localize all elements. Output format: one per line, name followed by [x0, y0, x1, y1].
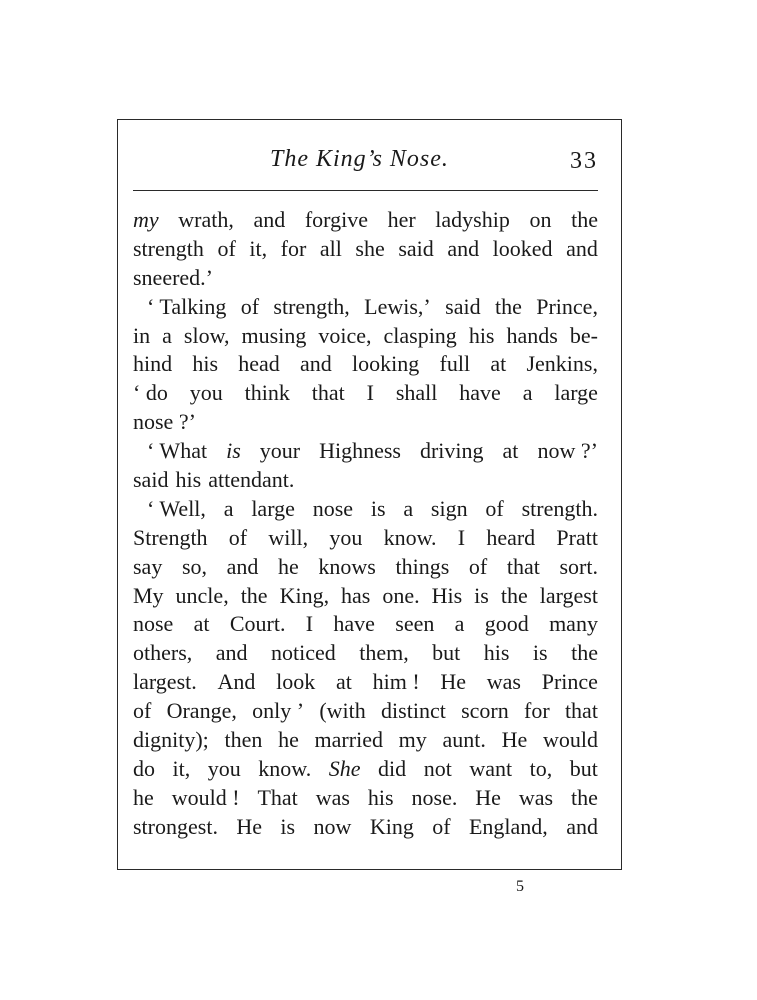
- word: looked: [492, 235, 553, 261]
- word: nose ?’: [133, 409, 196, 435]
- word: did: [378, 755, 407, 781]
- text-line: [133, 639, 598, 668]
- word: England,: [468, 813, 548, 839]
- word: she: [355, 235, 385, 261]
- word: heard: [486, 524, 536, 550]
- word: have: [459, 380, 501, 406]
- word: I: [366, 380, 374, 406]
- word: many: [549, 611, 598, 637]
- word: my: [398, 727, 427, 753]
- text-line: [133, 553, 598, 582]
- word: of: [228, 524, 248, 550]
- word: and: [226, 553, 259, 579]
- word: sort.: [559, 553, 598, 579]
- word: only ’: [252, 698, 305, 724]
- word: was: [315, 784, 350, 810]
- word: of: [133, 698, 152, 724]
- text-line: [133, 813, 598, 842]
- word: look: [276, 669, 316, 695]
- word: think: [244, 380, 290, 406]
- word: and: [566, 813, 598, 839]
- text-line: [133, 350, 598, 379]
- word: He: [501, 727, 528, 753]
- word: one.: [382, 582, 420, 608]
- word: his: [175, 467, 202, 493]
- text-line: [133, 755, 598, 784]
- word: the: [500, 582, 528, 608]
- text-line: [133, 264, 598, 293]
- word: of: [432, 813, 451, 839]
- word: the: [240, 582, 268, 608]
- word: and: [447, 235, 480, 261]
- word: his: [468, 322, 495, 348]
- word: Pratt: [556, 524, 598, 550]
- word: forgive: [304, 207, 368, 232]
- word: want: [469, 755, 513, 781]
- word: ‘ Talking: [147, 293, 227, 319]
- word: Jenkins,: [526, 351, 598, 377]
- text-line: [133, 408, 598, 437]
- word: largest: [539, 582, 598, 608]
- word: ‘ do: [133, 380, 168, 406]
- word: now: [313, 813, 352, 839]
- text-line: [133, 582, 598, 611]
- word: I: [305, 611, 314, 637]
- word: King: [369, 813, 414, 839]
- word: uncle,: [175, 582, 229, 608]
- word: you: [329, 524, 363, 550]
- word: to,: [529, 755, 553, 781]
- text-line: [133, 379, 598, 408]
- text-line: [133, 293, 598, 322]
- word: a: [522, 380, 533, 406]
- word: that: [311, 380, 345, 406]
- word: Prince,: [536, 293, 598, 319]
- word: strength: [133, 235, 204, 261]
- word: good: [484, 611, 529, 637]
- word: He: [236, 813, 263, 839]
- text-line: [133, 524, 598, 553]
- word: said: [445, 293, 481, 319]
- word: and: [566, 235, 598, 261]
- word: ladyship: [435, 207, 510, 232]
- word: He: [475, 784, 501, 810]
- text-line: [133, 668, 598, 697]
- word: of: [485, 495, 504, 521]
- word: His: [431, 582, 463, 608]
- word: would: [542, 727, 598, 753]
- text-line: [133, 322, 598, 351]
- word: him !: [372, 669, 420, 695]
- word: He: [440, 669, 467, 695]
- word: now ?’: [537, 438, 598, 464]
- word: in: [133, 322, 151, 348]
- word: be-: [569, 322, 598, 348]
- word: driving: [419, 438, 484, 464]
- word: slow,: [183, 322, 230, 348]
- text-line: [133, 697, 598, 726]
- word: on: [529, 207, 552, 232]
- word: know.: [383, 524, 437, 550]
- word: would !: [171, 784, 240, 810]
- word: said: [133, 467, 169, 493]
- text-line: [133, 610, 598, 639]
- word: at: [193, 611, 210, 637]
- word: and: [215, 640, 248, 666]
- word: and: [253, 207, 286, 232]
- word: of: [240, 293, 260, 319]
- text-line: [133, 437, 598, 466]
- word: the: [494, 293, 522, 319]
- word: clasping: [383, 322, 457, 348]
- word: dignity);: [133, 727, 209, 753]
- word: is: [532, 640, 548, 666]
- word: it,: [172, 755, 191, 781]
- word: and: [300, 351, 332, 377]
- word: My: [133, 582, 164, 608]
- word: noticed: [270, 640, 336, 666]
- word: he: [278, 553, 299, 579]
- word: but: [432, 640, 461, 666]
- text-line: [133, 726, 598, 755]
- word: of: [217, 235, 236, 261]
- word: attendant.: [208, 467, 295, 493]
- word: Highness: [319, 438, 401, 464]
- word: will,: [268, 524, 309, 550]
- word: for: [280, 235, 307, 261]
- word: hands: [506, 322, 558, 348]
- word: knows: [318, 553, 376, 579]
- word: at: [502, 438, 519, 464]
- word: strongest.: [133, 813, 218, 839]
- header-rule: [133, 190, 598, 191]
- word: his: [367, 784, 394, 810]
- word: Prince: [541, 669, 598, 695]
- word: distinct: [381, 698, 446, 724]
- word: is: [370, 495, 386, 521]
- word: King,: [279, 582, 330, 608]
- word: her: [387, 207, 416, 232]
- word: Court.: [229, 611, 286, 637]
- word: is: [474, 582, 489, 608]
- word: strength.: [521, 495, 598, 521]
- word: you: [207, 755, 241, 781]
- word: voice,: [318, 322, 372, 348]
- word: was: [518, 784, 554, 810]
- running-header: [140, 140, 598, 184]
- word: say: [133, 553, 163, 579]
- word: have: [333, 611, 375, 637]
- word: musing: [241, 322, 307, 348]
- word: Strength: [133, 524, 208, 550]
- italic-word: my: [133, 207, 159, 232]
- word: others,: [133, 640, 193, 666]
- word: know.: [258, 755, 312, 781]
- word: is: [280, 813, 296, 839]
- word: do: [133, 755, 155, 781]
- word: your: [259, 438, 301, 464]
- word: his: [192, 351, 219, 377]
- word: ‘ Well,: [147, 495, 206, 521]
- word: that: [506, 553, 540, 579]
- text-line: [133, 466, 598, 495]
- word: scorn: [461, 698, 509, 724]
- word: And: [217, 669, 256, 695]
- body-text: [133, 206, 598, 842]
- italic-word: She: [328, 755, 361, 781]
- word: I: [457, 524, 466, 550]
- word: a: [162, 322, 172, 348]
- word: the: [571, 207, 598, 232]
- word: at: [335, 669, 352, 695]
- word: that: [564, 698, 598, 724]
- word: has: [341, 582, 371, 608]
- word: wrath,: [178, 207, 234, 232]
- word: (with: [319, 698, 366, 724]
- word: things: [395, 553, 450, 579]
- word: all: [319, 235, 342, 261]
- word: Lewis,’: [364, 293, 431, 319]
- word: large: [554, 380, 598, 406]
- word: said: [398, 235, 434, 261]
- word: you: [189, 380, 223, 406]
- word: aunt.: [442, 727, 486, 753]
- word: hind: [133, 351, 173, 377]
- page-number: 33: [570, 148, 598, 174]
- word: nose.: [411, 784, 458, 810]
- text-line: [133, 495, 598, 524]
- signature-mark: 5: [516, 878, 524, 895]
- word: so,: [181, 553, 208, 579]
- word: nose: [312, 495, 354, 521]
- word: strength,: [273, 293, 350, 319]
- word: it,: [249, 235, 268, 261]
- word: head: [238, 351, 280, 377]
- text-line: [133, 784, 598, 813]
- word: his: [483, 640, 510, 666]
- text-line: [133, 206, 598, 235]
- word: shall: [395, 380, 438, 406]
- word: seen: [395, 611, 435, 637]
- word: looking: [352, 351, 420, 377]
- word: ‘ What: [147, 438, 208, 464]
- text-line: [133, 235, 598, 264]
- word: a: [403, 495, 414, 521]
- word: of: [468, 553, 488, 579]
- word: at: [490, 351, 507, 377]
- italic-word: is: [226, 438, 241, 464]
- word: That: [257, 784, 298, 810]
- word: them,: [359, 640, 409, 666]
- word: nose: [133, 611, 174, 637]
- word: Orange,: [166, 698, 237, 724]
- word: for: [524, 698, 550, 724]
- word: the: [571, 640, 598, 666]
- word: largest.: [133, 669, 197, 695]
- word: the: [571, 784, 598, 810]
- word: a: [223, 495, 234, 521]
- word: full: [439, 351, 471, 377]
- word: then: [224, 727, 263, 753]
- word: married: [314, 727, 383, 753]
- word: not: [423, 755, 452, 781]
- word: a: [454, 611, 465, 637]
- word: was: [486, 669, 521, 695]
- word: he: [278, 727, 299, 753]
- word: but: [569, 755, 598, 781]
- word: sign: [430, 495, 468, 521]
- word: sneered.’: [133, 264, 214, 290]
- running-title: The King’s Nose.: [270, 146, 449, 172]
- word: he: [133, 784, 154, 810]
- word: large: [251, 495, 295, 521]
